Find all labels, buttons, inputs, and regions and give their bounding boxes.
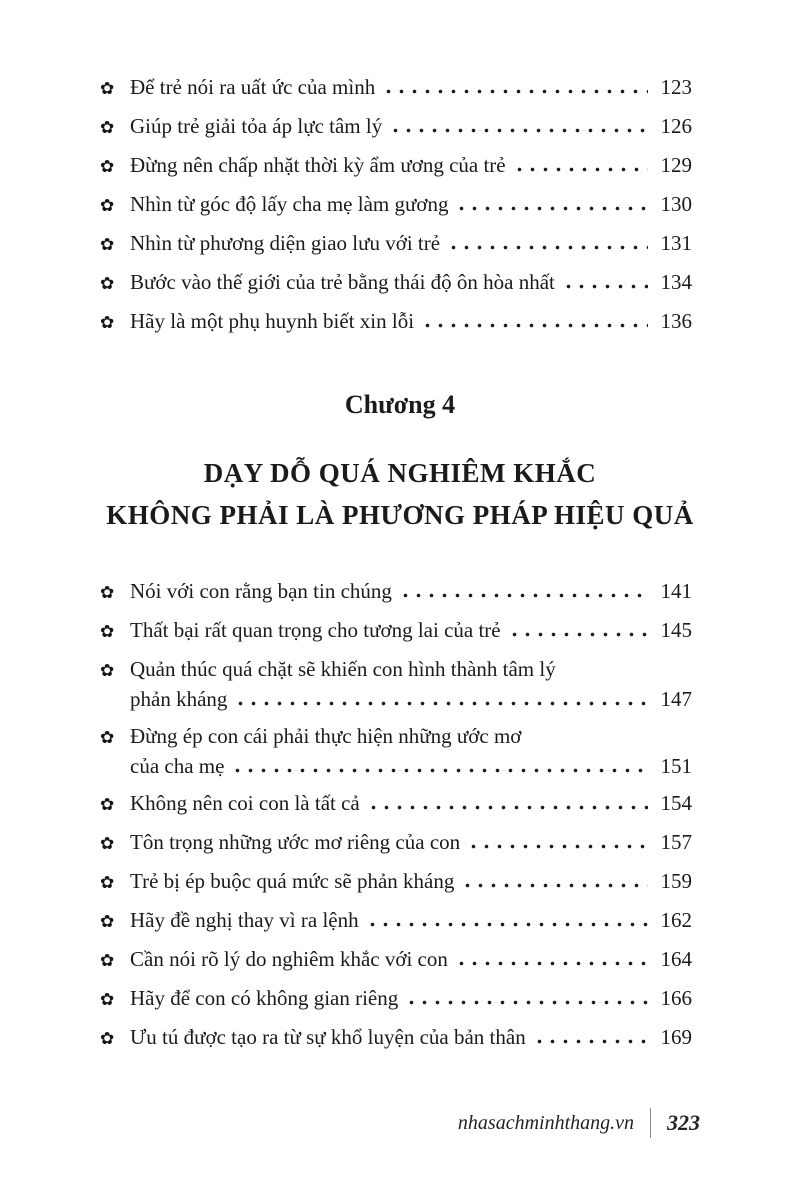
toc-section-chapter4 [0, 580, 800, 1050]
toc-item-two-line [100, 658, 692, 710]
flower-bullet-icon: ✿ [100, 912, 115, 932]
flower-bullet-icon: ✿ [100, 622, 115, 642]
toc-item [100, 580, 692, 604]
toc-item-two-line [100, 725, 692, 777]
dot-leader [562, 284, 648, 289]
flower-bullet-icon: ✿ [100, 873, 115, 893]
dot-leader [508, 632, 648, 637]
toc-item-title: Nhìn từ phương diện giao lưu với trẻ [130, 231, 441, 255]
chapter-label: Chương 4 [344, 390, 456, 419]
toc-item-page: 141 [660, 579, 692, 603]
toc-item [100, 619, 692, 643]
toc-item-page: 134 [660, 270, 692, 294]
toc-item-page: 169 [660, 1025, 692, 1049]
toc-item-page: 151 [660, 754, 692, 778]
flower-bullet-icon: ✿ [100, 661, 115, 681]
toc-item-title: Nói với con rằng bạn tin chúng [130, 579, 392, 603]
dot-leader [405, 1000, 648, 1005]
chapter-heading [0, 390, 800, 536]
toc-item [100, 792, 692, 816]
toc-item-page: 162 [660, 908, 692, 932]
toc-item-title: Giúp trẻ giải tỏa áp lực tâm lý [130, 114, 383, 138]
toc-item [100, 1026, 692, 1050]
flower-bullet-icon: ✿ [100, 157, 115, 177]
dot-leader [461, 883, 648, 888]
toc-item-title: Thất bại rất quan trọng cho tương lai của trẻ [130, 618, 501, 642]
toc-item [100, 76, 692, 100]
dot-leader [447, 245, 648, 250]
toc-item [100, 310, 692, 334]
dot-leader [389, 128, 648, 133]
toc-item [100, 831, 692, 855]
toc-item [100, 271, 692, 295]
toc-item-page: 154 [660, 791, 692, 815]
toc-item-title-line2: phản kháng [130, 687, 228, 711]
toc-item-title-line1: Đừng ép con cái phải thực hiện những ước mơ [130, 724, 522, 748]
toc-item-title-line2: của cha mẹ [130, 754, 225, 778]
toc-item [100, 115, 692, 139]
toc-item [100, 870, 692, 894]
dot-leader [231, 768, 648, 773]
chapter-title-line1: DẠY DỖ QUÁ NGHIÊM KHẮC [203, 458, 597, 488]
toc-item-title: Hãy là một phụ huynh biết xin lỗi [130, 309, 415, 333]
toc-item [100, 154, 692, 178]
toc-item-page: 131 [660, 231, 692, 255]
flower-bullet-icon: ✿ [100, 196, 115, 216]
toc-item-title: Ưu tú được tạo ra từ sự khổ luyện của bản thân [130, 1025, 526, 1049]
flower-bullet-icon: ✿ [100, 235, 115, 255]
toc-item-title: Hãy đề nghị thay vì ra lệnh [130, 908, 359, 932]
dot-leader [513, 167, 648, 172]
dot-leader [367, 805, 648, 810]
toc-item-title-line1: Quản thúc quá chặt sẽ khiến con hình thành tâm lý [130, 657, 556, 681]
flower-bullet-icon: ✿ [100, 951, 115, 971]
toc-item-page: 159 [660, 869, 692, 893]
toc-item-page: 130 [660, 192, 692, 216]
flower-bullet-icon: ✿ [100, 990, 115, 1010]
toc-item-title: Tôn trọng những ước mơ riêng của con [130, 830, 461, 854]
dot-leader [421, 323, 648, 328]
toc-item [100, 909, 692, 933]
toc-item [100, 193, 692, 217]
toc-item-page: 145 [660, 618, 692, 642]
dot-leader [533, 1039, 648, 1044]
toc-item-title: Không nên coi con là tất cả [130, 791, 360, 815]
toc-section-top [0, 0, 800, 334]
flower-bullet-icon: ✿ [100, 274, 115, 294]
toc-item-title: Hãy để con có không gian riêng [130, 986, 399, 1010]
flower-bullet-icon: ✿ [100, 1029, 115, 1049]
toc-item-title: Cần nói rõ lý do nghiêm khắc với con [130, 947, 448, 971]
toc-item-title: Nhìn từ góc độ lấy cha mẹ làm gương [130, 192, 449, 216]
dot-leader [455, 206, 648, 211]
dot-leader [366, 922, 648, 927]
flower-bullet-icon: ✿ [100, 79, 115, 99]
dot-leader [399, 593, 648, 598]
dot-leader [467, 844, 648, 849]
toc-item-page: 166 [660, 986, 692, 1010]
toc-item-page: 126 [660, 114, 692, 138]
flower-bullet-icon: ✿ [100, 313, 115, 333]
toc-item-page: 164 [660, 947, 692, 971]
dot-leader [382, 89, 648, 94]
toc-item-title: Đừng nên chấp nhặt thời kỳ ẩm ương của trẻ [130, 153, 506, 177]
toc-item [100, 987, 692, 1011]
flower-bullet-icon: ✿ [100, 795, 115, 815]
flower-bullet-icon: ✿ [100, 834, 115, 854]
flower-bullet-icon: ✿ [100, 728, 115, 748]
toc-item-title: Để trẻ nói ra uất ức của mình [130, 75, 376, 99]
toc-item-page: 147 [660, 687, 692, 711]
toc-item-page: 129 [660, 153, 692, 177]
publisher-site: nhasachminhthang.vn [457, 1111, 634, 1134]
toc-item-page: 157 [660, 830, 692, 854]
flower-bullet-icon: ✿ [100, 583, 115, 603]
dot-leader [234, 701, 648, 706]
dot-leader [455, 961, 648, 966]
toc-item-title: Bước vào thế giới của trẻ bằng thái độ ôn hòa nhất [130, 270, 555, 294]
toc-item-page: 136 [660, 309, 692, 333]
toc-item-page: 123 [660, 75, 692, 99]
page-footer [458, 1108, 700, 1138]
toc-item [100, 948, 692, 972]
flower-bullet-icon: ✿ [100, 118, 115, 138]
footer-divider [650, 1108, 651, 1138]
page-number: 323 [667, 1110, 700, 1135]
toc-item-title: Trẻ bị ép buộc quá mức sẽ phản kháng [130, 869, 455, 893]
toc-item [100, 232, 692, 256]
chapter-title-line2: KHÔNG PHẢI LÀ PHƯƠNG PHÁP HIỆU QUẢ [106, 500, 694, 530]
